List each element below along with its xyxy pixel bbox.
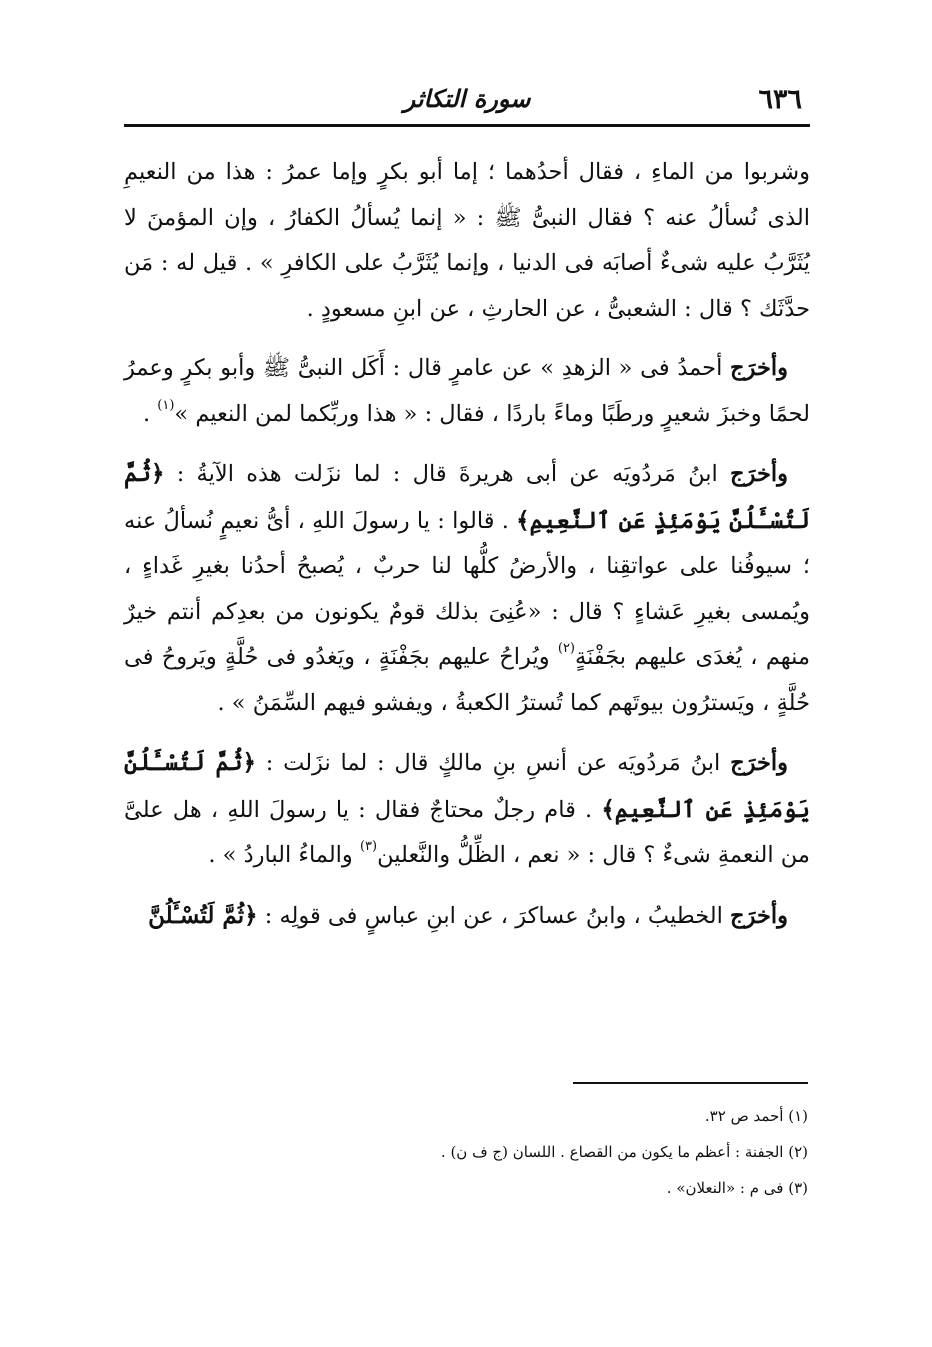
paragraph-lead: وأخرَج	[730, 902, 788, 929]
footnote-divider	[573, 1082, 808, 1084]
paragraph-4	[124, 740, 810, 879]
header-divider	[124, 124, 810, 127]
main-text	[124, 150, 810, 953]
paragraph-text: والماءُ الباردُ » .	[208, 842, 360, 868]
page-header	[124, 78, 810, 124]
footnote-marker-3: (٣)	[359, 839, 378, 854]
footnotes	[122, 1098, 808, 1206]
paragraph-text: ابنُ مَردُويَه عن أنسِ بنِ مالكٍ قال : لما نزَلت :	[265, 750, 721, 776]
paragraph-text: ويُراحُ عليهم بجَفْنَةٍ ، ويَغدُو فى حُلَّةٍ ويَروحُ فى حُلَّةٍ ، ويَسترُون بيوتَهم كما تُسترُ الكعبةُ ، ويفشو فيهم السِّمَنُ » .	[124, 644, 810, 716]
paragraph-text: . قام رجلٌ محتاجٌ فقال : يا رسولَ اللهِ ، هل علىَّ من النعمةِ شىءٌ ؟ قال : « نعم ، الظِّلُّ والنَّعلين	[124, 796, 810, 868]
paragraph-lead: وأخرَج	[730, 750, 789, 776]
footnote-1: (١) أحمد ص ٣٢.	[704, 1107, 808, 1125]
page-number: ٦٣٦	[758, 84, 802, 115]
paragraph-lead: وأخرَج	[730, 355, 788, 381]
footnote-3: (٣) فى م : «النعلان» .	[666, 1179, 808, 1197]
quran-verse: ﴿ثُمَّ لَتُسْـَٔلُنَّ يَوْمَئِذٍ عَنِ ٱلنَّعِيمِ﴾	[124, 460, 811, 534]
paragraph-5	[124, 893, 810, 940]
footnote-2: (٢) الجفنة : أعظم ما يكون من القصاع . اللسان (ج ف ن) .	[440, 1143, 808, 1161]
paragraph-1	[124, 150, 810, 332]
paragraph-3	[124, 451, 810, 726]
paragraph-text: وشربوا من الماءِ ، فقال أحدُهما ؛ إما أبو بكرٍ وإما عمرُ : هذا من النعيمِ الذى نُسألُ عنه ؟ فقال النبىُّ ﷺ : « إنما يُسألُ الكفارُ ، وإن المؤمنَ لا يُثَرَّبُ عليه شىءٌ أصابَه فى الدنيا ، وإنما يُثَرَّبُ على الكافرِ » . قيل له : مَن حدَّثَك ؟ قال : الشعبىُّ ، عن الحارثِ ، عن ابنِ مسعودٍ .	[124, 159, 810, 322]
paragraph-text: أحمدُ فى « الزهدِ » عن عامرٍ قال : أَكَل النبىُّ ﷺ وأبو بكرٍ وعمرُ لحمًا وخبزَ شعيرٍ ورطَبًا وماءً باردًا ، فقال : « هذا وربِّكما لمن النعيم »	[124, 355, 810, 427]
quran-verse: ﴿ثُمَّ لَتُسْـَٔلُنَّ يَوْمَئِذٍ عَنِ ٱلنَّعِيمِ﴾	[124, 749, 811, 823]
paragraph-text: ابنُ مَردُويَه عن أبى هريرةَ قال : لما نزَلت هذه الآيةُ :	[176, 461, 718, 487]
footnote-marker-1: (١)	[157, 397, 175, 413]
paragraph-text: الخطيبُ ، وابنُ عساكرَ ، عن ابنِ عباسٍ فى قولِه :	[264, 902, 723, 929]
paragraph-tail: .	[142, 400, 158, 427]
surah-title: سورة التكاثر	[403, 84, 531, 113]
paragraph-lead: وأخرَج	[730, 461, 788, 487]
quran-verse: ﴿ثُمَّ لَتُسْـَٔلُنَّ	[148, 901, 258, 929]
paragraph-text: . قالوا : يا رسولَ اللهِ ، أىُّ نعيمٍ نُسألُ عنه ؛ سيوفُنا على عواتقِنا ، والأرضُ كلُّها لنا حربٌ ، يُصبحُ أحدُنا بغيرِ غَداءٍ ، ويُمسى بغيرِ عَشاءٍ ؟ قال : «عُنِىَ بذلك قومٌ يكونون من بعدِكم أنتم خيرٌ منهم ، يُغدَى عليهم بجَفْنَةٍ	[124, 507, 810, 670]
paragraph-2	[124, 346, 810, 437]
footnote-marker-2: (٢)	[557, 641, 575, 656]
